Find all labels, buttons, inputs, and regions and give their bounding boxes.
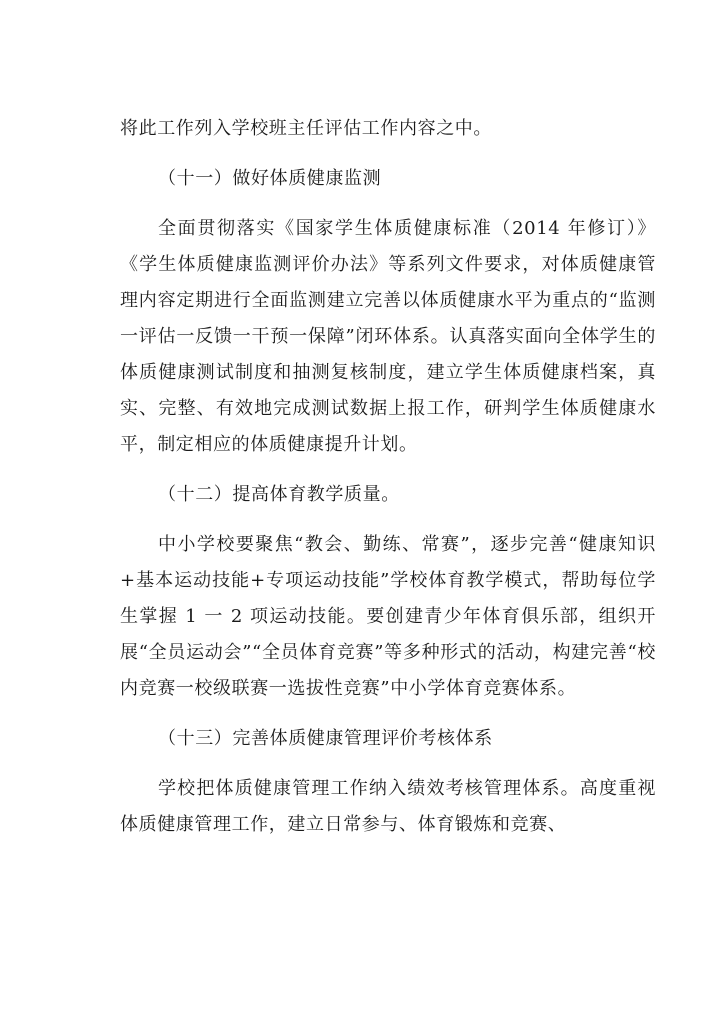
document-body — [120, 111, 656, 857]
section-heading-12: （十二）提高体育教学质量。 — [158, 484, 400, 505]
section-body-13: 学校把体质健康管理工作纳入绩效考核管理体系。高度重视体质健康管理工作，建立日常参与、体育锻炼和竞赛、 — [120, 778, 656, 835]
section-body-11: 全面贯彻落实《国家学生体质健康标准（2014 年修订）》《学生体质健康监测评价办法》等系列文件要求，对体质健康管理内容定期进行全面监测建立完善以体质健康水平为重点的“监测一评估一反馈一干预一保障”闭环体系。认真落实面向全体学生的体质健康测试制度和抽测复核制度，建立学生体质健康档案，真实、完整、有效地完成测试数据上报工作，研判学生体质健康水平，制定相应的体质健康提升计划。 — [120, 218, 656, 455]
section-body-12: 中小学校要聚焦“教会、勤练、常赛”，逐步完善“健康知识+基本运动技能+专项运动技能”学校体育教学模式，帮助每位学生掌握 1 一 2 项运动技能。要创建青少年体育俱乐部，组织开展“全员运动会”“全员体育竞赛”等多种形式的活动，构建完善“校内竞赛一校级联赛一选拔性竞赛”中小学体育竞赛体系。 — [120, 534, 656, 699]
continuation-paragraph: 将此工作列入学校班主任评估工作内容之中。 — [120, 118, 492, 139]
section-heading-11: （十一）做好体质健康监测 — [158, 168, 382, 189]
section-heading-13: （十三）完善体质健康管理评价考核体系 — [158, 728, 493, 749]
